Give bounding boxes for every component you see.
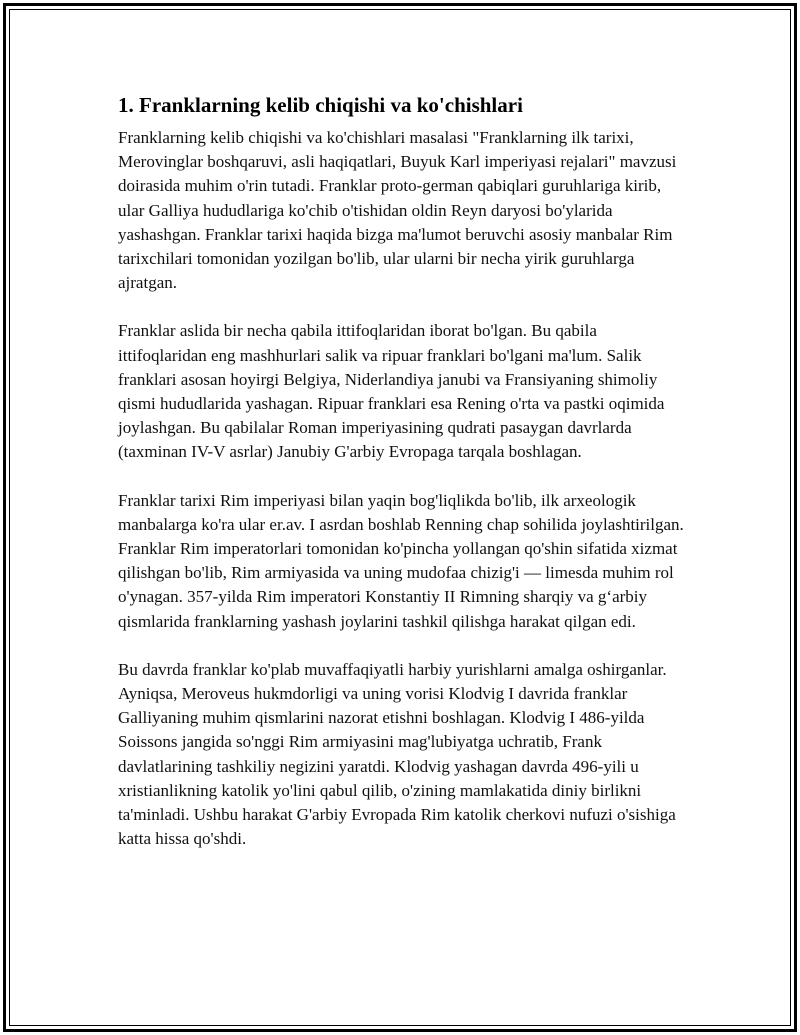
paragraph-2: Franklar aslida bir necha qabila ittifoqlaridan iborat bo'lgan. Bu qabila ittifoqlaridan eng mashhurlari salik va ripuar franklari bo'lgani ma'lum. Salik franklari asosan hoyirgi Belgiya, Niderlandiya janubi va Fransiyaning shimoliy qismi hududlarida yashagan. Ripuar franklari esa Rening o'rta va pastki oqimida joylashgan. Bu qabilalar Roman imperiyasining qudrati pasaygan davrlarda (taxminan IV-V asrlar) Janubiy G'arbiy Evropaga tarqala boshlagan.: [118, 321, 665, 462]
paragraph-1: Franklarning kelib chiqishi va ko'chishlari masalasi "Franklarning ilk tarixi, Merovinglar boshqaruvi, asli haqiqatlari, Buyuk Karl imperiyasi rejalari" mavzusi doirasida muhim o'rin tutadi. Franklar proto-german qabiqlari guruhlariga kirib, ular Galliya hududlariga ko'chib o'tishidan oldin Reyn daryosi bo'ylarida yashashgan. Franklar tarixi haqida bizga ma'lumot beruvchi asosiy manbalar Rim tarixchilari tomonidan yozilgan bo'lib, ular ularni bir necha yirik guruhlarga ajratgan.: [118, 128, 677, 293]
section-heading: 1. Franklarning kelib chiqishi va ko'chishlari: [118, 93, 523, 117]
document-body: [118, 90, 688, 875]
paragraph-3: Franklar tarixi Rim imperiyasi bilan yaqin bog'liqlikda bo'lib, ilk arxeologik manbalarga ko'ra ular er.av. I asrdan boshlab Renning chap sohilida joylashtirilgan. Franklar Rim imperatorlari tomonidan ko'pincha yollangan qo'shin sifatida xizmat qilishgan bo'lib, Rim armiyasida va uning mudofaa chizig'i — limesda muhim rol o'ynagan. 357-yilda Rim imperatori Konstantiy II Rimning sharqiy va g‘arbiy qismlarida franklarning yashash joylarini tashkil qilishga harakat qilgan edi.: [118, 490, 684, 631]
paragraph-4: Bu davrda franklar ko'plab muvaffaqiyatli harbiy yurishlarni amalga oshirganlar. Ayniqsa, Meroveus hukmdorligi va uning vorisi Klodvig I davrida franklar Galliyaning muhim qismlarini nazorat etishni boshlagan. Klodvig I 486-yilda Soissons jangida so'nggi Rim armiyasini mag'lubiyatga uchratib, Frank davlatlarining tashkiliy negizini yaratdi. Klodvig yashagan davrda 496-yili u xristianlikning katolik yo'lini qabul qilib, o'zining mamlakatida diniy birlikni ta'minladi. Ushbu harakat G'arbiy Evropada Rim katolik cherkovi nufuzi o'sishiga katta hissa qo'shdi.: [118, 659, 676, 849]
